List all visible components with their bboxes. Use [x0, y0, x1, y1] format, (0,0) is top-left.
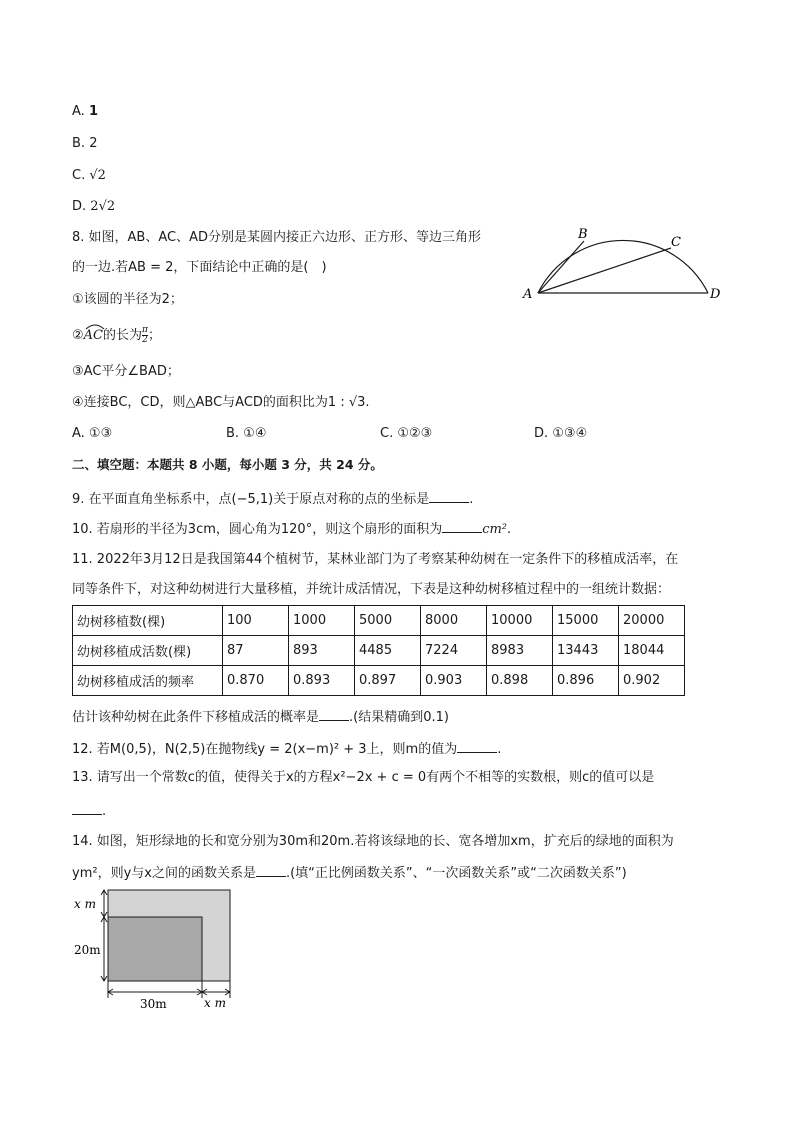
q14-line-1: 14. 如图，矩形绿地的长和宽分别为30m和20m.若将该绿地的长、宽各增加xm，扩充后的绿地的面积为 — [72, 834, 674, 849]
q13-blank — [72, 800, 102, 815]
q14-rectangle-figure — [72, 888, 242, 1014]
q8-statement-4: ④连接BC，CD，则△ABC与ACD的面积比为1 : √3. — [72, 395, 370, 410]
q12-blank — [457, 738, 497, 753]
q8-options — [72, 424, 688, 444]
section-2-heading: 二、填空题：本题共 8 小题，每小题 3 分，共 24 分。 — [72, 457, 383, 472]
q8-option-b: B. ①④ — [226, 426, 267, 441]
q11-line-1: 11. 2022年3月12日是我国第44个植树节，某林业部门为了考察某种幼树在一定条件下的移植成活率，在 — [72, 552, 679, 567]
q10: 10. 若扇形的半径为3cm，圆心角为120°，则这个扇形的面积为 cm². — [72, 518, 511, 540]
arc — [538, 240, 708, 293]
label-30m: 30m — [140, 997, 167, 1011]
q12: 12. 若M(0,5)，N(2,5)在抛物线y = 2(x−m)² + 3上，则m的值为 . — [72, 738, 501, 760]
q10-blank — [442, 518, 482, 533]
q7-option-b: B. 2 — [72, 136, 98, 151]
q11-line-2: 同等条件下，对这种幼树进行大量移植，并统计成活情况，下表是这种幼树移植过程中的一组统计数据： — [72, 582, 671, 597]
label-c: C — [671, 235, 681, 250]
q8-option-a: A. ①③ — [72, 426, 113, 441]
q7-option-a: A. 1 — [72, 104, 98, 119]
original-rect — [108, 917, 202, 981]
q7-option-c: C. √2 — [72, 168, 106, 183]
label-x-right: x m — [204, 996, 226, 1010]
q8-line-1: 8. 如图，AB、AC、AD分别是某圆内接正六边形、正方形、等边三角形 — [72, 230, 481, 245]
q9-blank — [429, 488, 469, 503]
q7-option-d: D. 2√2 — [72, 199, 116, 214]
q14-line-2: ym²，则y与x之间的函数关系是 .(填“正比例函数关系”、“一次函数关系”或“二次函数关系”) — [72, 862, 627, 884]
label-x-top: x m — [74, 897, 96, 911]
arc-mark-icon — [84, 322, 106, 330]
table-row: 幼树移植数(棵) 100 1000 5000 8000 10000 15000 20000 — [73, 606, 685, 636]
q11-blank — [319, 706, 349, 721]
q13-line-1: 13. 请写出一个常数c的值，使得关于x的方程x²−2x + c = 0有两个不相等的实数根，则c的值可以是 — [72, 770, 655, 785]
q14-blank — [256, 862, 286, 877]
q11-table — [72, 605, 685, 696]
label-a: A — [523, 287, 533, 302]
label-20m: 20m — [74, 943, 101, 957]
q8-circle-figure — [518, 222, 730, 304]
table-row: 幼树移植成活数(棵) 87 893 4485 7224 8983 13443 18044 — [73, 636, 685, 666]
q8-statement-1: ①该圆的半径为2； — [72, 292, 183, 307]
q8-statement-2: ② AC的长为 $\frac{\pi}{2}$ ； — [72, 326, 161, 346]
q11-after: 估计该种幼树在此条件下移植成活的概率是 .(结果精确到0.1) — [72, 706, 449, 728]
q8-statement-3: ③AC平分∠BAD； — [72, 364, 180, 379]
q8-option-d: D. ①③④ — [534, 426, 588, 441]
q8-line-2: 的一边.若AB = 2，下面结论中正确的是( ) — [72, 260, 327, 275]
label-d: D — [710, 287, 721, 302]
table-row: 幼树移植成活的频率 0.870 0.893 0.897 0.903 0.898 0.896 0.902 — [73, 666, 685, 696]
label-b: B — [578, 227, 588, 242]
q9: 9. 在平面直角坐标系中，点(−5,1)关于原点对称的点的坐标是 . — [72, 488, 473, 510]
q8-option-c: C. ①②③ — [380, 426, 433, 441]
q13-line-2: . — [72, 800, 106, 822]
